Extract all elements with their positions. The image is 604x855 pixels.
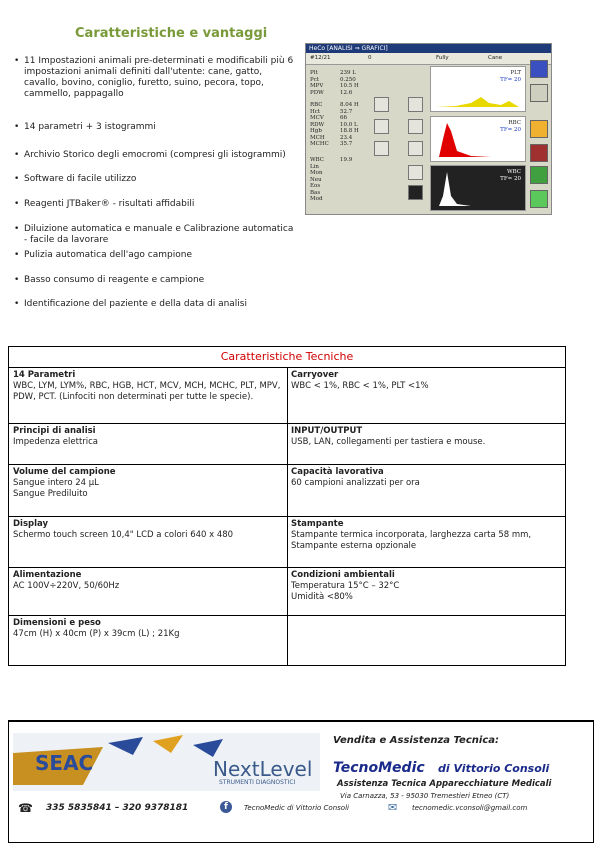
phone-icon: ☎ <box>18 801 33 815</box>
facebook-text: TecnoMedic di Vittorio Consoli <box>244 804 349 812</box>
table-cell: Display Schermo touch screen 10,4" LCD a colori 640 x 480 <box>13 519 234 540</box>
param-names-plt: Plt Pct MPV PDW <box>310 70 324 96</box>
screen-button <box>408 165 423 180</box>
side-button <box>530 60 548 78</box>
tech-table <box>8 346 566 666</box>
table-cell: Capacità lavorativa 60 campioni analizzati per ora <box>291 467 420 488</box>
table-cell: Stampante Stampante termica incorporata, larghezza carta 58 mm, Stampante esterna opzionale <box>291 519 532 551</box>
table-cell: Carryover WBC < 1%, RBC < 1%, PLT <1% <box>291 370 429 391</box>
email-text: tecnomedic.vconsoli@gmail.com <box>412 804 528 812</box>
side-button <box>530 84 548 102</box>
plt-histogram: PLT TF= 20 <box>430 66 526 112</box>
table-cell: INPUT/OUTPUT USB, LAN, collegamenti per tastiera e mouse. <box>291 426 486 447</box>
nextlevel-subtitle: STRUMENTI DIAGNOSTICI <box>219 779 296 786</box>
tech-table-title: Caratteristiche Tecniche <box>9 347 565 368</box>
side-button <box>530 166 548 184</box>
wbc-histogram: WBC TF= 20 <box>430 165 526 211</box>
screen-titlebar: HeCo [ANALISI ⇒ GRAFICI] <box>306 44 551 53</box>
table-cell: Condizioni ambientali Temperatura 15°C – 32°C Umidità <80% <box>291 570 400 602</box>
tecnomedic-owner: di Vittorio Consoli <box>438 762 550 775</box>
seac-wordmark: SEAC <box>35 751 94 775</box>
screen-button <box>408 185 423 200</box>
rbc-histogram: RBC TF= 20 <box>430 116 526 162</box>
assistenza-text: Assistenza Tecnica Apparecchiature Medicali <box>337 779 552 789</box>
table-cell: Volume del campione Sangue intero 24 µL Sangue Prediluito <box>13 467 116 499</box>
side-button <box>530 144 548 162</box>
email-icon: ✉ <box>388 801 398 814</box>
param-names-wbc: WBC Lin Mon Neu Eos Bas Mod <box>310 157 325 202</box>
nextlevel-wordmark: NextLevel <box>213 757 313 781</box>
facebook-icon: f <box>220 801 232 813</box>
screen-button <box>374 97 389 112</box>
side-button <box>530 190 548 208</box>
table-cell: 14 Parametri WBC, LYM, LYM%, RBC, HGB, HCT, MCV, MCH, MCHC, PLT, MPV, PDW, PCT. (Linfociti non determinati per tutte le specie). <box>13 370 281 402</box>
screen-button <box>374 119 389 134</box>
tecnomedic-wordmark: TecnoMedic <box>333 760 425 776</box>
phone-numbers: 335 5835841 – 320 9378181 <box>46 803 189 813</box>
section-title: Caratteristiche e vantaggi <box>75 26 268 41</box>
analyzer-screen <box>305 43 552 215</box>
logo-banner <box>13 733 320 791</box>
param-values-wbc: 19.9 <box>340 157 353 163</box>
vendita-label: Vendita e Assistenza Tecnica: <box>333 735 499 746</box>
param-values-plt: 239 L 0.250 10.5 H 12.6 <box>340 70 359 96</box>
screen-button <box>408 119 423 134</box>
table-cell: Principi di analisi Impedenza elettrica <box>13 426 99 447</box>
table-cell: Dimensioni e peso 47cm (H) x 40cm (P) x 39cm (L) ; 21Kg <box>13 618 180 639</box>
address-text: Via Carnazza, 53 - 95030 Tremestieri Etneo (CT) <box>340 792 510 800</box>
table-cell: Alimentazione AC 100V÷220V, 50/60Hz <box>13 570 120 591</box>
param-names-rbc: RBC Hct MCV RDW Hgb MCH MCHC <box>310 102 329 147</box>
param-values-rbc: 8.04 H 52.7 66 10.0 L 18.8 H 23.4 35.7 <box>340 102 359 147</box>
screen-button <box>408 141 423 156</box>
screen-button <box>374 141 389 156</box>
side-button <box>530 120 548 138</box>
screen-infobar: #12/21 0 Fully Cane <box>306 53 551 65</box>
screen-button <box>408 97 423 112</box>
